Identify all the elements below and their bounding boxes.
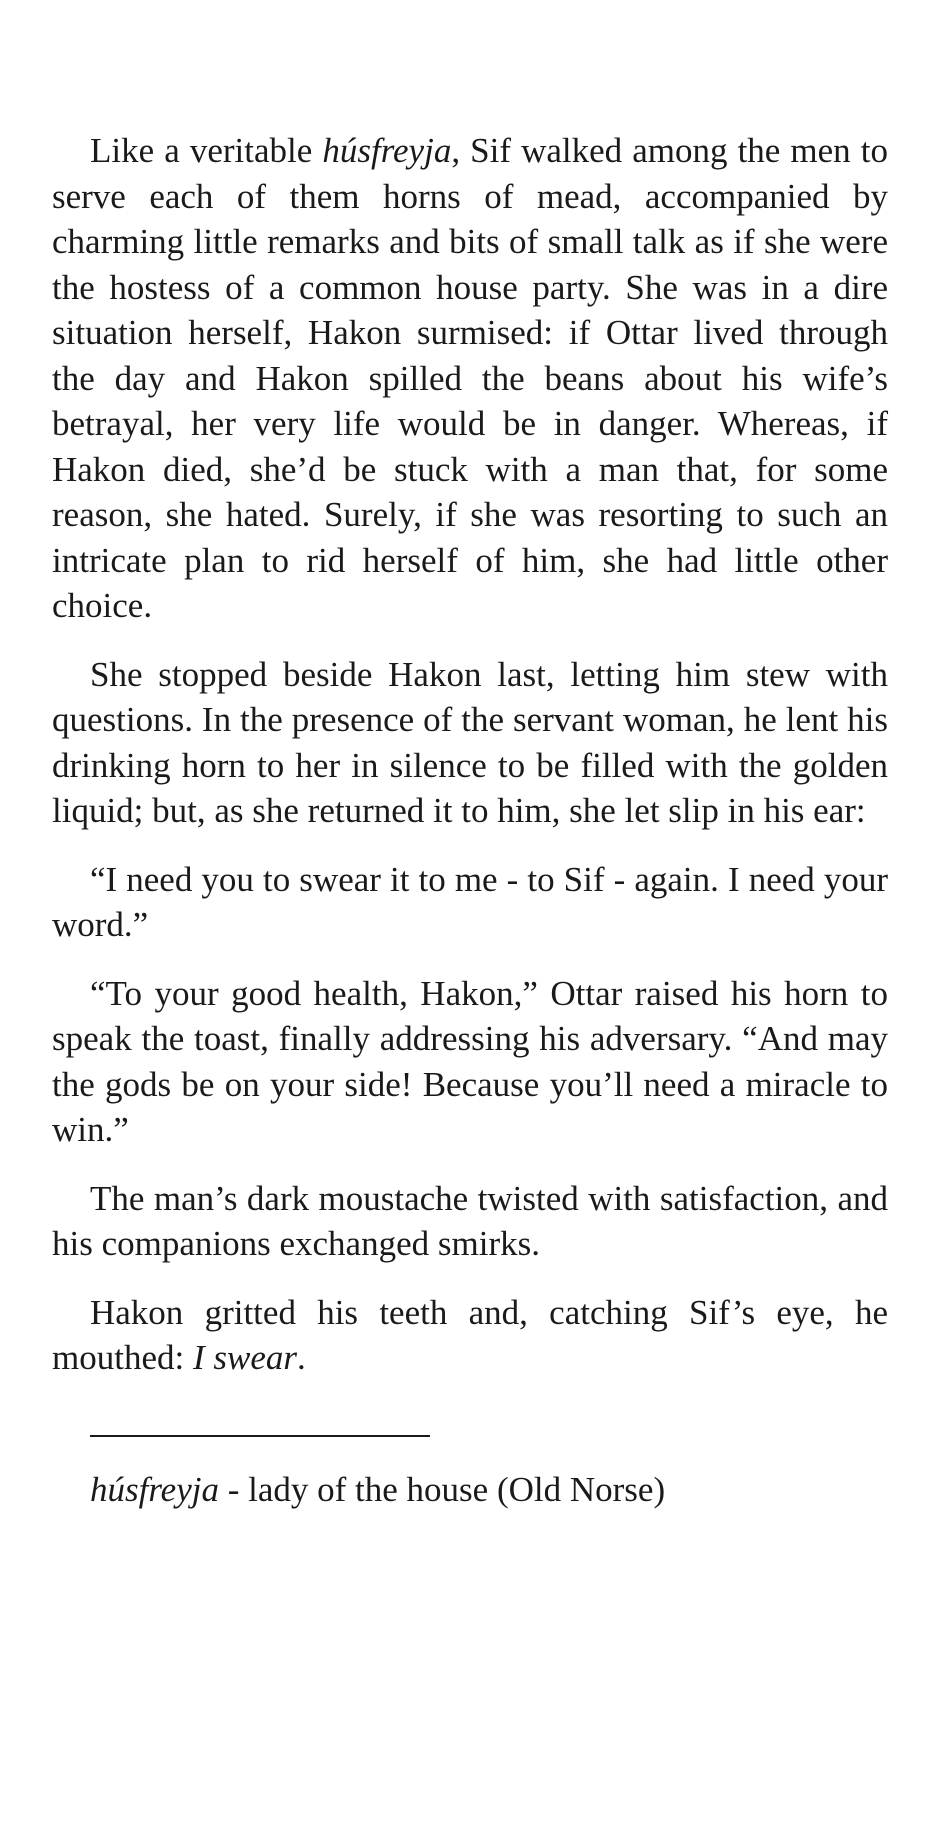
paragraph-text: She stopped beside Hakon last, letting him stew with questions. In the presence of the servant woman, he lent his drinking horn to her in silence to be filled with the golden liquid; but, as she returned it to him, she let slip in his ear: bbox=[52, 654, 888, 830]
paragraph bbox=[52, 652, 888, 834]
paragraph-text: The man’s dark moustache twisted with satisfaction, and his companions exchanged smirks. bbox=[52, 1178, 888, 1263]
paragraph-text: , Sif walked among the men to serve each of them horns of mead, accompanied by charming little remarks and bits of small talk as if she were the hostess of a common house party. She was in a dire situation herself, Hakon surmised: if Ottar lived through the day and Hakon spilled the beans about his wife’s betrayal, her very life would be in danger. Whereas, if Hakon died, she’d be stuck with a man that, for some reason, she hated. Surely, if she was resorting to such an intricate plan to rid herself of him, she had little other choice. bbox=[52, 131, 888, 625]
paragraph-text: “To your good health, Hakon,” Ottar raised his horn to speak the toast, finally addressing his adversary. “And may the gods be on your side! Because you’ll need a miracle to win.” bbox=[52, 973, 888, 1149]
paragraph-text: “I need you to swear it to me - to Sif - again. I need your word.” bbox=[52, 859, 888, 944]
footnote-definition: - lady of the house (Old Norse) bbox=[218, 1469, 666, 1509]
paragraph bbox=[52, 1290, 888, 1381]
italic-term: húsfreyja bbox=[322, 131, 452, 170]
paragraph bbox=[52, 971, 888, 1153]
italic-phrase: I swear bbox=[192, 1338, 297, 1377]
footnote bbox=[52, 1467, 888, 1513]
footnote-term: húsfreyja bbox=[90, 1469, 219, 1509]
paragraph-text: . bbox=[297, 1338, 306, 1377]
book-page bbox=[52, 128, 888, 1512]
paragraph bbox=[52, 1176, 888, 1267]
paragraph bbox=[52, 857, 888, 948]
paragraph bbox=[52, 128, 888, 629]
paragraph-text: Hakon gritted his teeth and, catching Sif’s eye, he mouthed: bbox=[52, 1292, 888, 1377]
paragraph-text: Like a veritable bbox=[90, 131, 323, 170]
footnote-divider bbox=[90, 1435, 430, 1437]
